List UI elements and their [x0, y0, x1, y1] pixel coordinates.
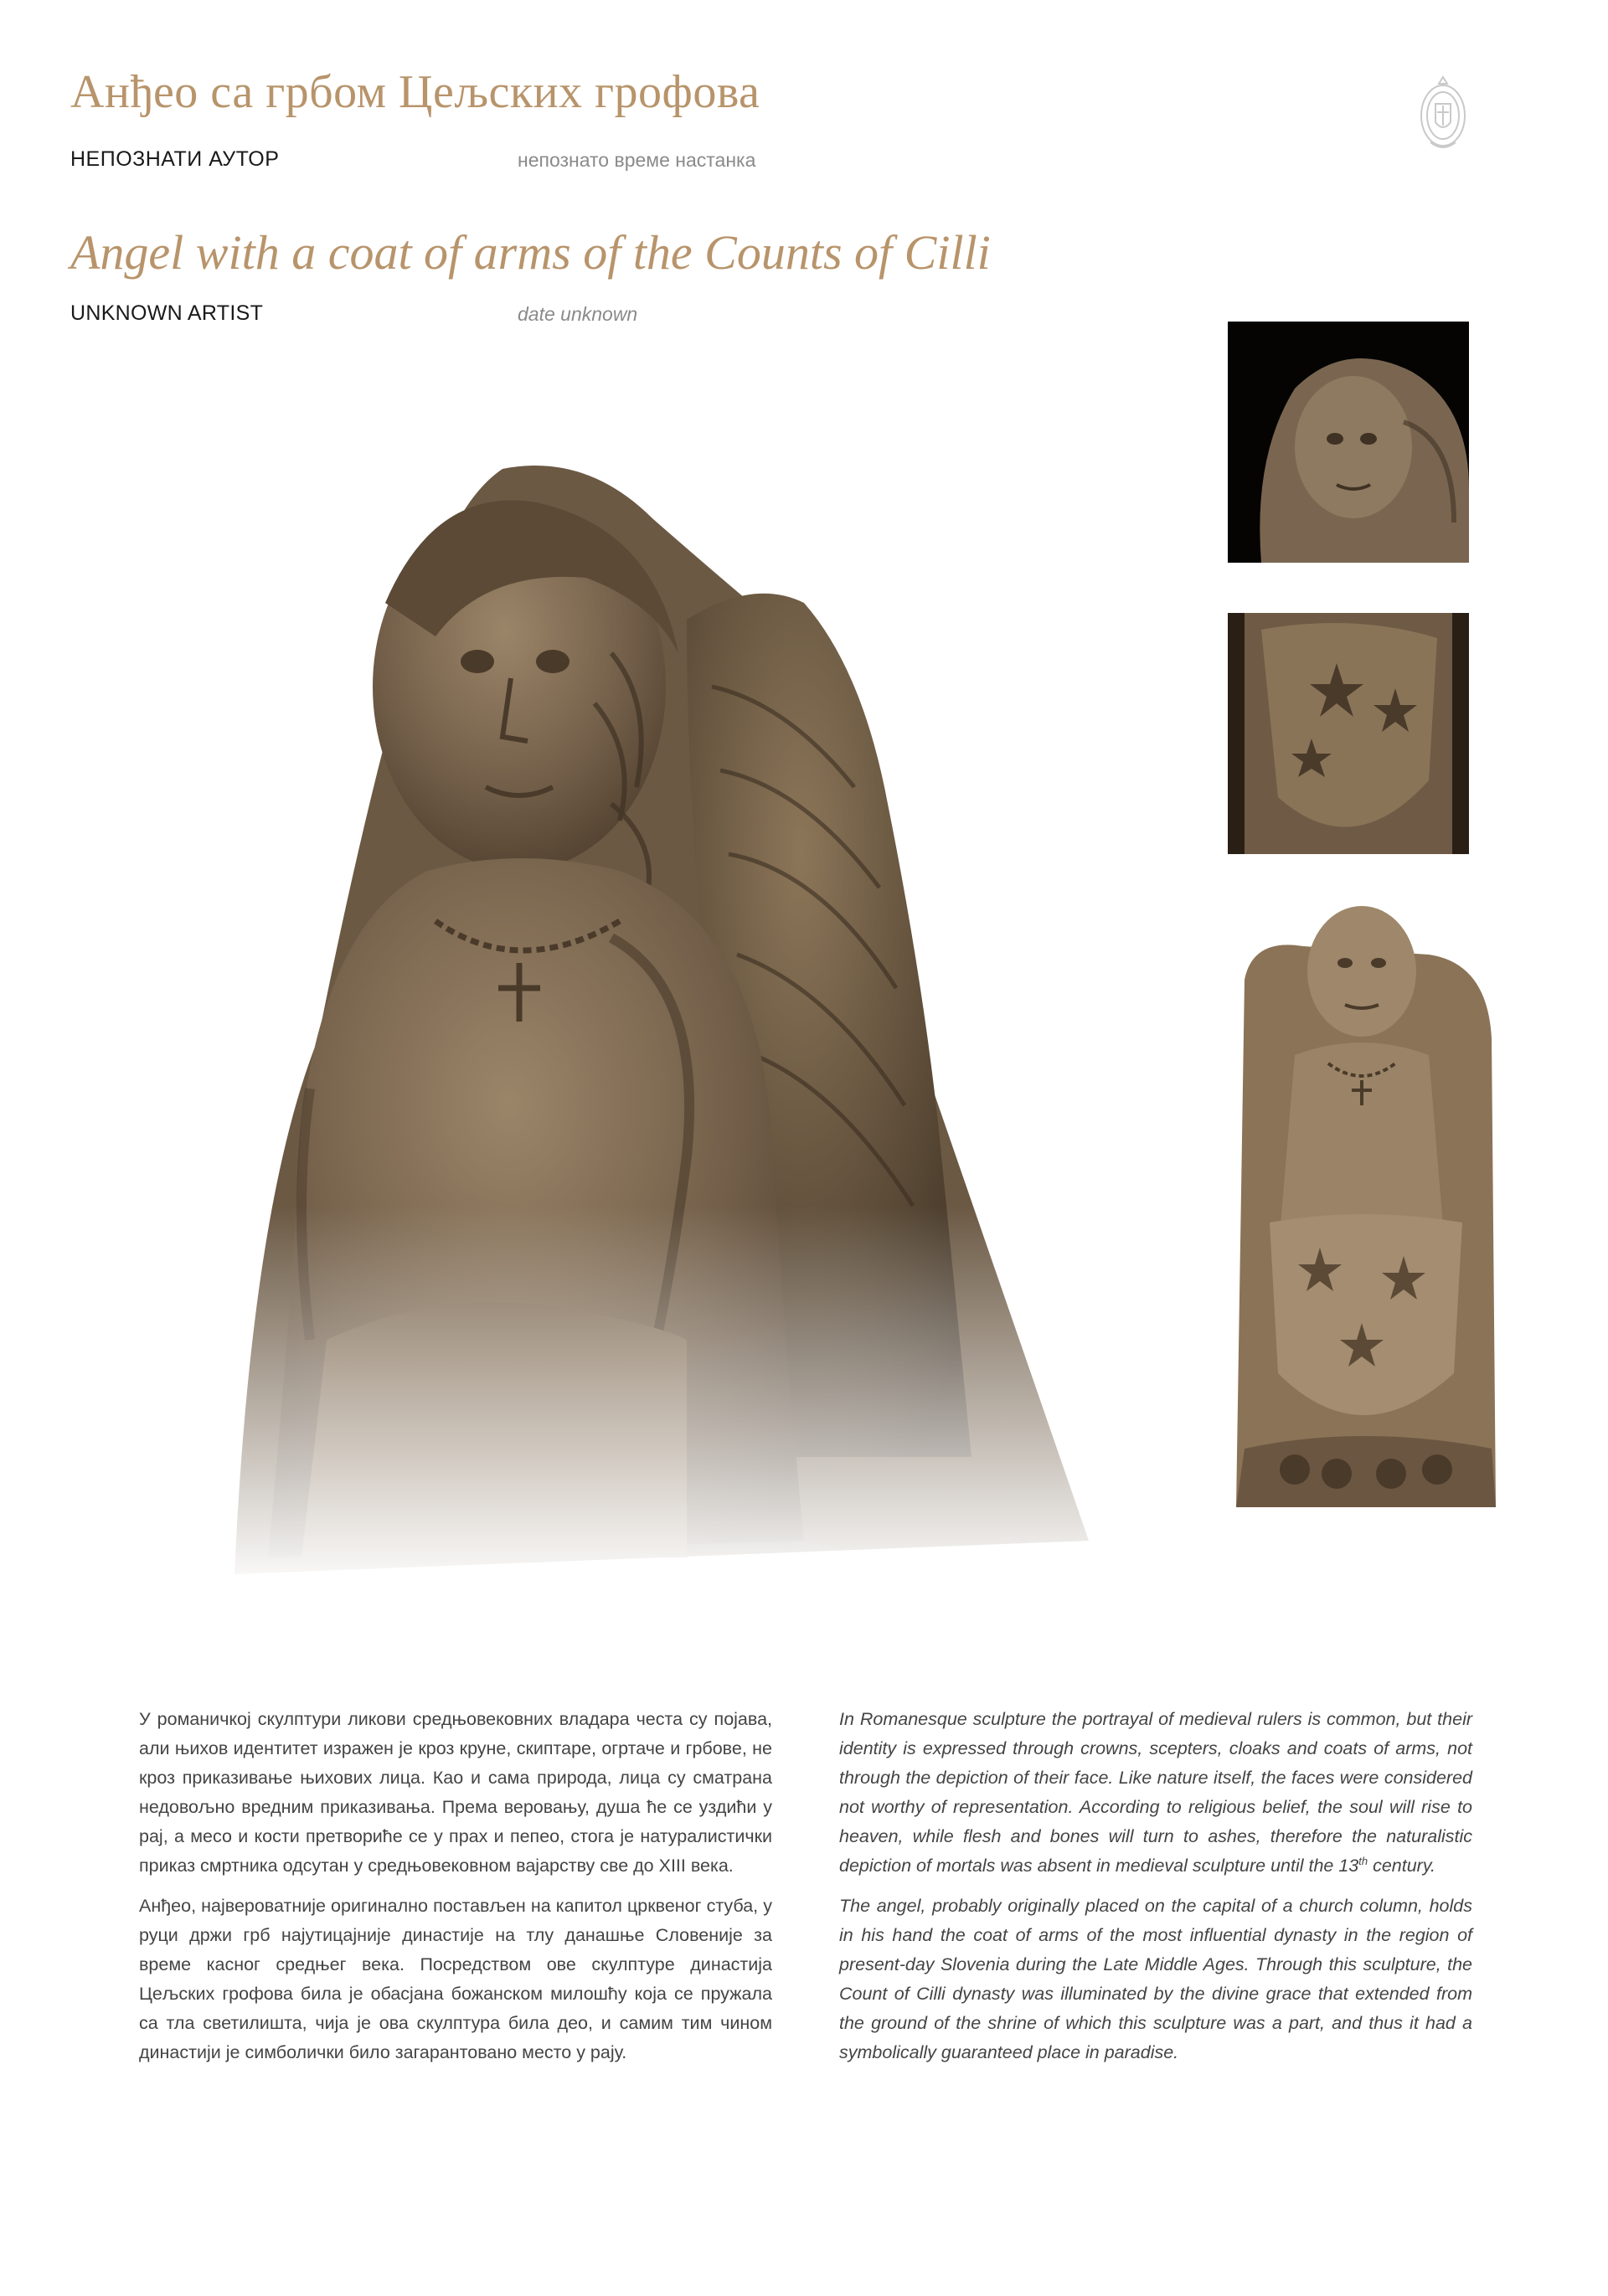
date-english: date unknown: [518, 303, 638, 325]
paragraph-serbian-2: Анђео, највероватније оригинално постављен на капитол црквеног стуба, у руци држи грб најутицајније династије на тлу данашње Словеније за време касног средњег века. Посредством ове скулптуре династија Цељских грофова била је обасјана божанском милошћу која се пружала са тла светилишта, чија је ова скулптура била део, и самим тим чином династији је симболички било загарантовано место у рају.: [139, 1896, 772, 2062]
description-english: [839, 1705, 1472, 2078]
title-english: Angel with a coat of arms of the Counts of Cilli: [70, 225, 991, 280]
date-serbian: непознато време настанка: [518, 149, 756, 171]
description-serbian: [139, 1705, 772, 2078]
ordinal-suffix: th: [1358, 1854, 1368, 1867]
thumbnail-head-detail: [1228, 322, 1469, 563]
thumbnail-shield-detail: [1228, 613, 1469, 854]
paragraph-english-1-end: century.: [1368, 1856, 1435, 1876]
author-serbian: НЕПОЗНАТИ АУТОР: [70, 147, 280, 171]
paragraph-serbian-1: У романичкој скулптури ликови средњовековних владара честа су појава, али њихов идентитет изражен је кроз круне, скиптаре, огртаче и грбове, не кроз приказивање њихових лица. Као и сама природа, лица су сматрана недовољно вредним приказивања. Према веровању, душа ће се уздићи у рај, а месо и кости претвориће се у прах и пепео, стога је натуралистички приказ смртника одсутан у средњовековном вајарству све до XIII века.: [139, 1709, 772, 1876]
main-sculpture-photo: [218, 452, 1139, 1591]
paragraph-english-2: The angel, probably originally placed on the capital of a church column, holds in his hand the coat of arms of the most influential dynasty in the region of present-day Slovenia during the Late Middle Ages. Through this sculpture, the Count of Cilli dynasty was illuminated by the divine grace that extended from the ground of the shrine of which this sculpture was a part, and thus it had a symbolically guaranteed place in paradise.: [839, 1896, 1472, 2062]
title-serbian: Анђео са грбом Цељских грофова: [70, 66, 760, 118]
paragraph-english-1-text: In Romanesque sculpture the portrayal of medieval rulers is common, but their identity is expressed through crowns, scepters, cloaks and coats of arms, not through the depiction of their face. Like nature itself, the faces were considered not worthy of representation. According to religious belief, the soul will rise to heaven, while flesh and bones will turn to ashes, therefore the naturalistic depiction of mortals was absent in medieval sculpture until the 13: [839, 1709, 1472, 1876]
thumbnail-full-figure: [1228, 904, 1504, 1516]
coat-of-arms-emblem-icon: [1415, 74, 1471, 154]
author-english: UNKNOWN ARTIST: [70, 301, 264, 325]
paragraph-english-1: [839, 1705, 1472, 1881]
